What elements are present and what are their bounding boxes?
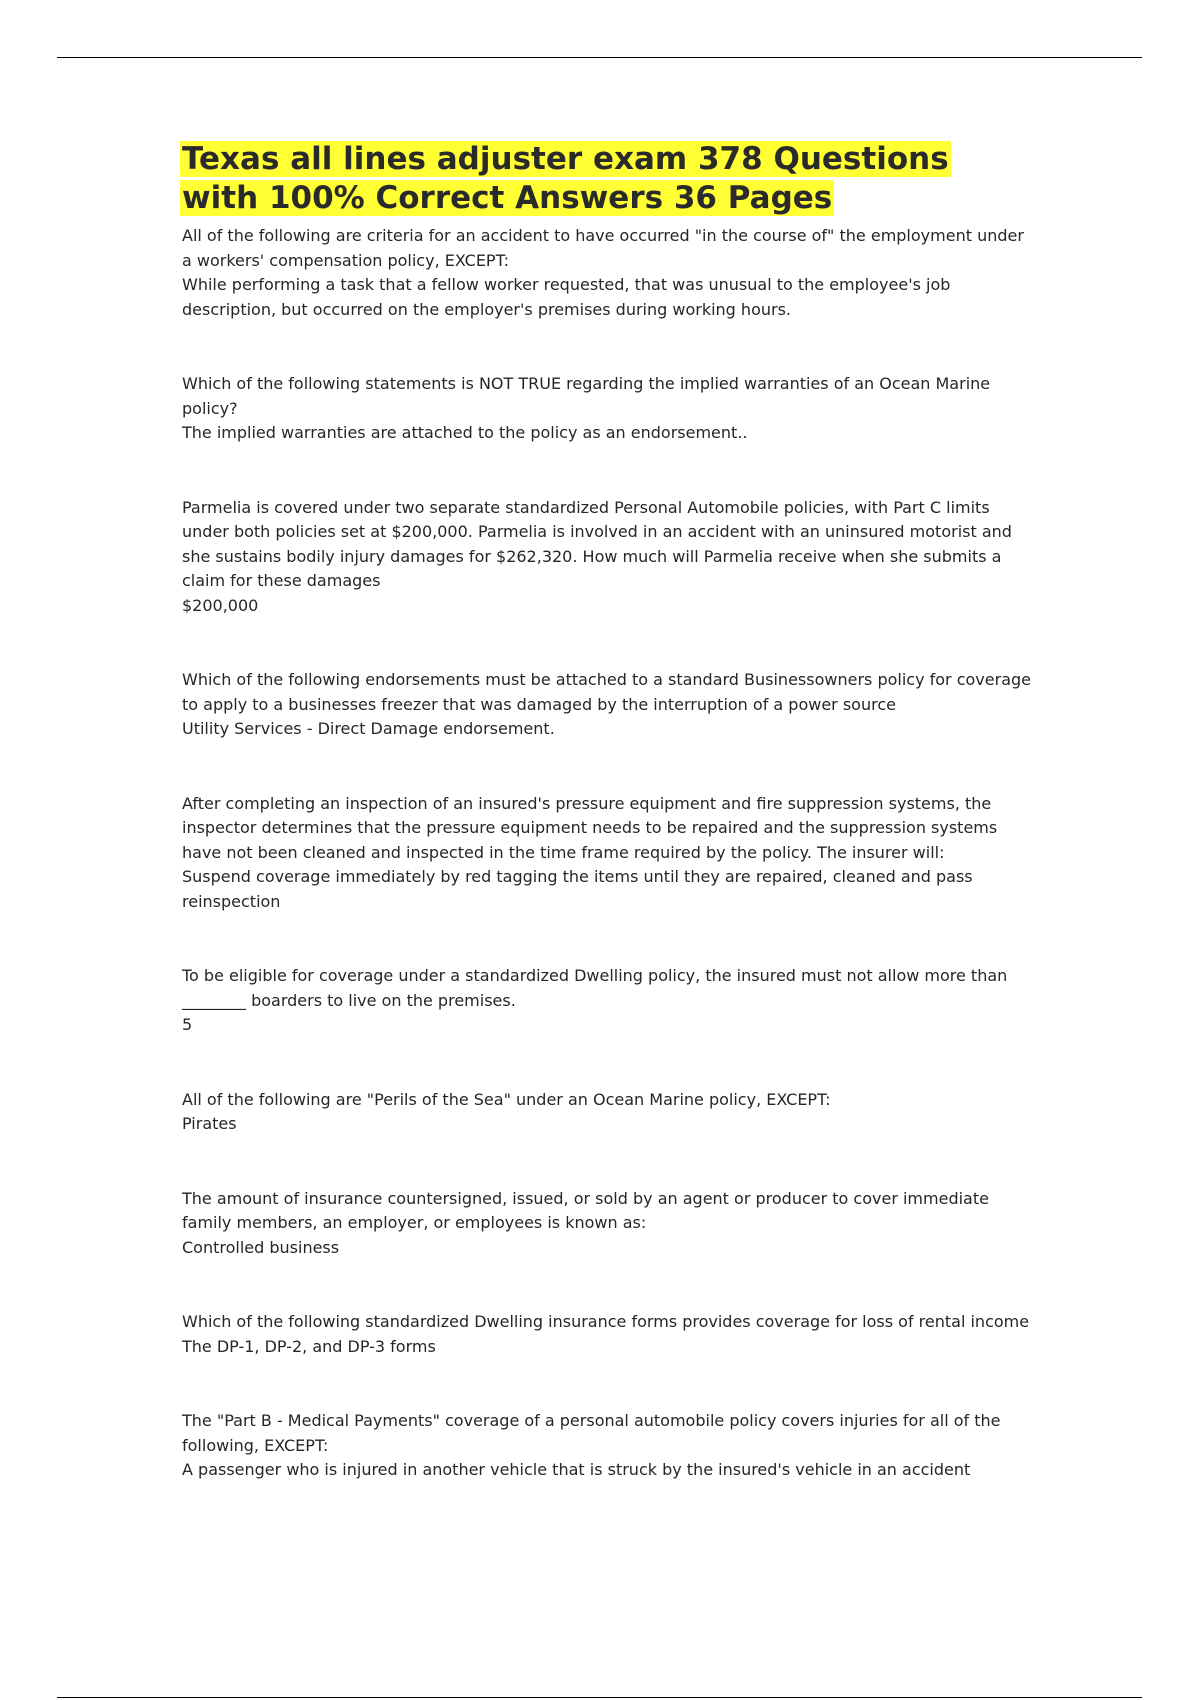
question-text: After completing an inspection of an insured's pressure equipment and fire suppression systems, the inspector determines that the pressure equipment needs to be repaired and the suppression systems have not been cleaned and inspected in the time frame required by the policy. The insurer will: xyxy=(182,793,998,862)
qa-item xyxy=(182,1187,1032,1261)
question-text: Which of the following statements is NOT TRUE regarding the implied warranties of an Ocean Marine policy? xyxy=(182,374,991,418)
answer-text: $200,000 xyxy=(182,595,259,615)
question-text: Which of the following standardized Dwelling insurance forms provides coverage for loss of rental income xyxy=(182,1312,1030,1331)
qa-item xyxy=(182,224,1032,322)
qa-item xyxy=(182,1409,1032,1483)
qa-item xyxy=(182,668,1032,742)
qa-item xyxy=(182,496,1032,619)
answer-text: The DP-1, DP-2, and DP-3 forms xyxy=(182,1336,436,1356)
question-text: The "Part B - Medical Payments" coverage of a personal automobile policy covers injuries for all of the following, EXCEPT: xyxy=(182,1411,1001,1455)
question-text: To be eligible for coverage under a standardized Dwelling policy, the insured must not allow more than ________ boarders to live on the premises. xyxy=(182,966,1008,1010)
qa-item xyxy=(182,792,1032,915)
qa-item xyxy=(182,1310,1032,1359)
answer-text: A passenger who is injured in another vehicle that is struck by the insured's vehicle in an accident xyxy=(182,1460,971,1479)
header-rule xyxy=(57,57,1142,58)
question-text: All of the following are criteria for an accident to have occurred "in the course of" the employment under a workers' compensation policy, EXCEPT: xyxy=(182,226,1024,270)
answer-text: Suspend coverage immediately by red tagging the items until they are repaired, cleaned and pass reinspection xyxy=(182,867,973,911)
footer-rule xyxy=(57,1697,1142,1698)
answer-text: Pirates xyxy=(182,1114,237,1133)
answer-text: Utility Services - Direct Damage endorsement. xyxy=(182,719,555,738)
question-text: Which of the following endorsements must be attached to a standard Businessowners policy for coverage to apply to a businesses freezer that was damaged by the interruption of a power source xyxy=(182,670,1031,714)
document-body xyxy=(182,140,1032,1483)
answer-text: Controlled business xyxy=(182,1237,340,1257)
answer-text: 5 xyxy=(182,1015,193,1034)
qa-item xyxy=(182,1088,1032,1137)
question-text: The amount of insurance countersigned, issued, or sold by an agent or producer to cover immediate family members, an employer, or employees is known as: xyxy=(182,1188,989,1232)
qa-item xyxy=(182,372,1032,446)
qa-item xyxy=(182,964,1032,1038)
question-text: Parmelia is covered under two separate standardized Personal Automobile policies, with Part C limits under both policies set at $200,000. Parmelia is involved in an accident with an uninsured motorist and she sustains bodily injury damages for $262,320. How much will Parmelia receive when she submits a claim for these damages xyxy=(182,497,1012,590)
answer-text: While performing a task that a fellow worker requested, that was unusual to the employee's job description, but occurred on the employer's premises during working hours. xyxy=(182,275,951,319)
answer-text: The implied warranties are attached to the policy as an endorsement.. xyxy=(182,423,748,442)
title-highlight: Texas all lines adjuster exam 378 Questions with 100% Correct Answers 36 Pages xyxy=(182,141,949,216)
document-title xyxy=(180,140,1032,218)
question-text: All of the following are "Perils of the Sea" under an Ocean Marine policy, EXCEPT: xyxy=(182,1089,831,1109)
